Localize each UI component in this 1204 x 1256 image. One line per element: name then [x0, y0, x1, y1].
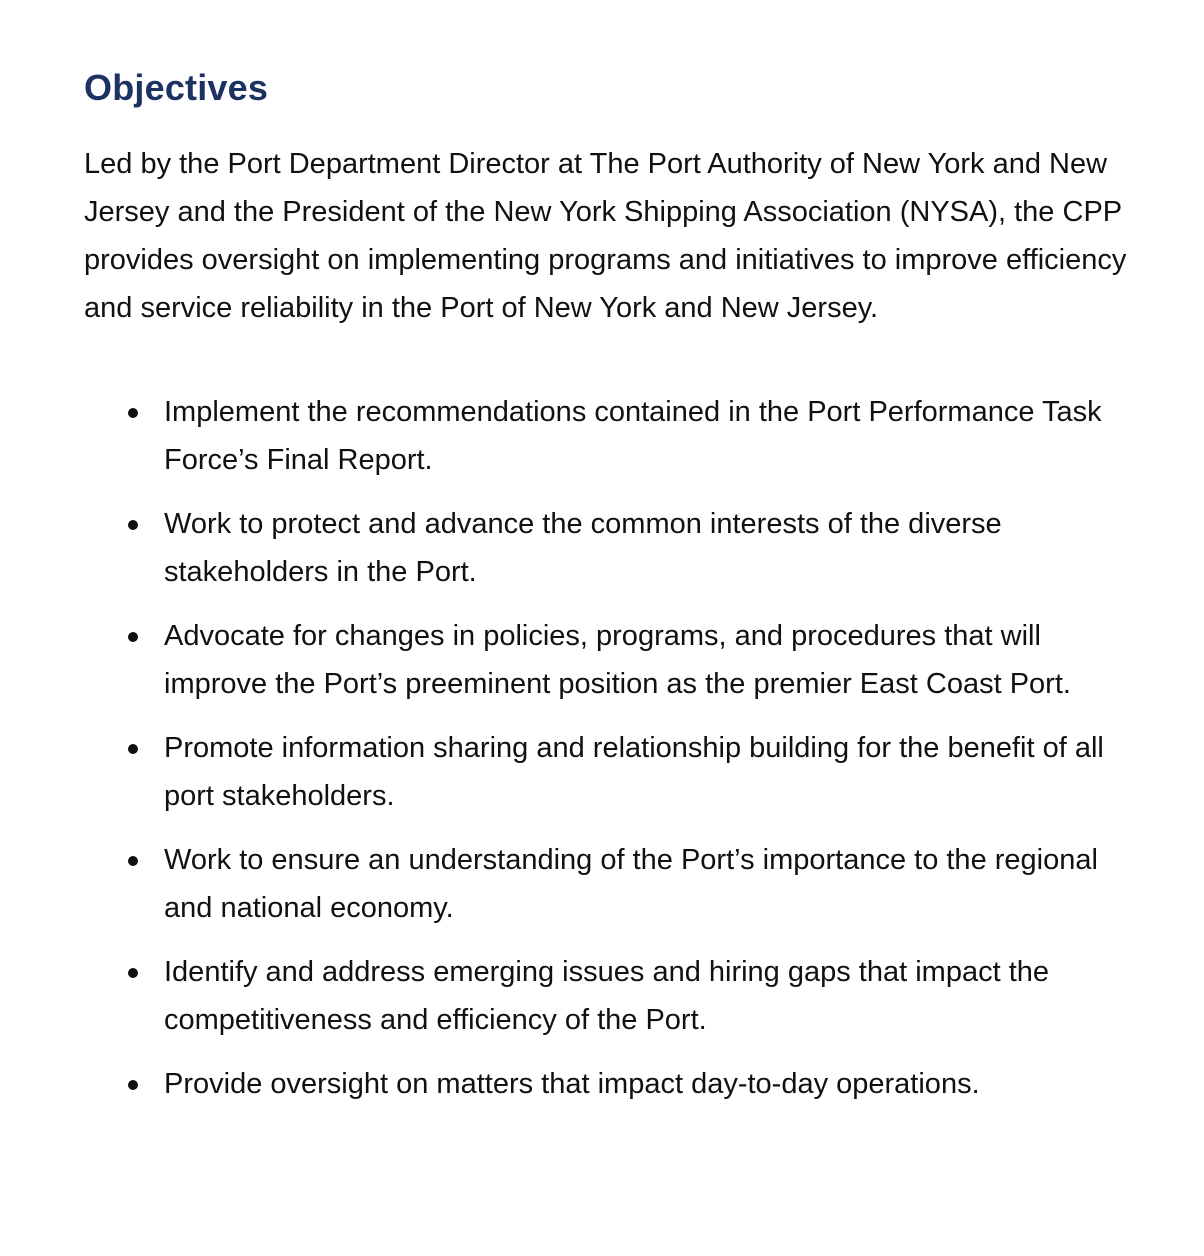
list-item — [84, 724, 1134, 820]
list-item-text: Promote information sharing and relationship building for the benefit of all port stakeholders. — [164, 732, 1104, 812]
bullet-icon — [128, 968, 138, 978]
list-item — [84, 612, 1134, 708]
objectives-section — [84, 62, 1134, 1124]
bullet-icon — [128, 632, 138, 642]
bullet-icon — [128, 520, 138, 530]
list-item-text: Provide oversight on matters that impact day-to-day operations. — [164, 1068, 980, 1100]
list-item-text: Implement the recommendations contained in the Port Performance Task Force’s Final Report. — [164, 396, 1102, 476]
bullet-icon — [128, 408, 138, 418]
section-heading: Objectives — [84, 67, 269, 108]
list-item — [84, 836, 1134, 932]
list-item-text: Work to ensure an understanding of the Port’s importance to the regional and national economy. — [164, 844, 1098, 924]
bullet-icon — [128, 1080, 138, 1090]
list-item-text: Work to protect and advance the common interests of the diverse stakeholders in the Port. — [164, 508, 1002, 588]
objectives-list — [84, 388, 1134, 1108]
list-item — [84, 388, 1134, 484]
list-item-text: Advocate for changes in policies, programs, and procedures that will improve the Port’s preeminent position as the premier East Coast Port. — [164, 620, 1071, 700]
intro-paragraph: Led by the Port Department Director at The Port Authority of New York and New Jersey and the President of the New York Shipping Association (NYSA), the CPP provides oversight on implementing programs and initiatives to improve efficiency and service reliability in the Port of New York and New Jersey. — [84, 148, 1127, 324]
list-item — [84, 1060, 1134, 1108]
list-item-text: Identify and address emerging issues and hiring gaps that impact the competitiveness and efficiency of the Port. — [164, 956, 1050, 1036]
bullet-icon — [128, 856, 138, 866]
list-item — [84, 500, 1134, 596]
list-item — [84, 948, 1134, 1044]
bullet-icon — [128, 744, 138, 754]
